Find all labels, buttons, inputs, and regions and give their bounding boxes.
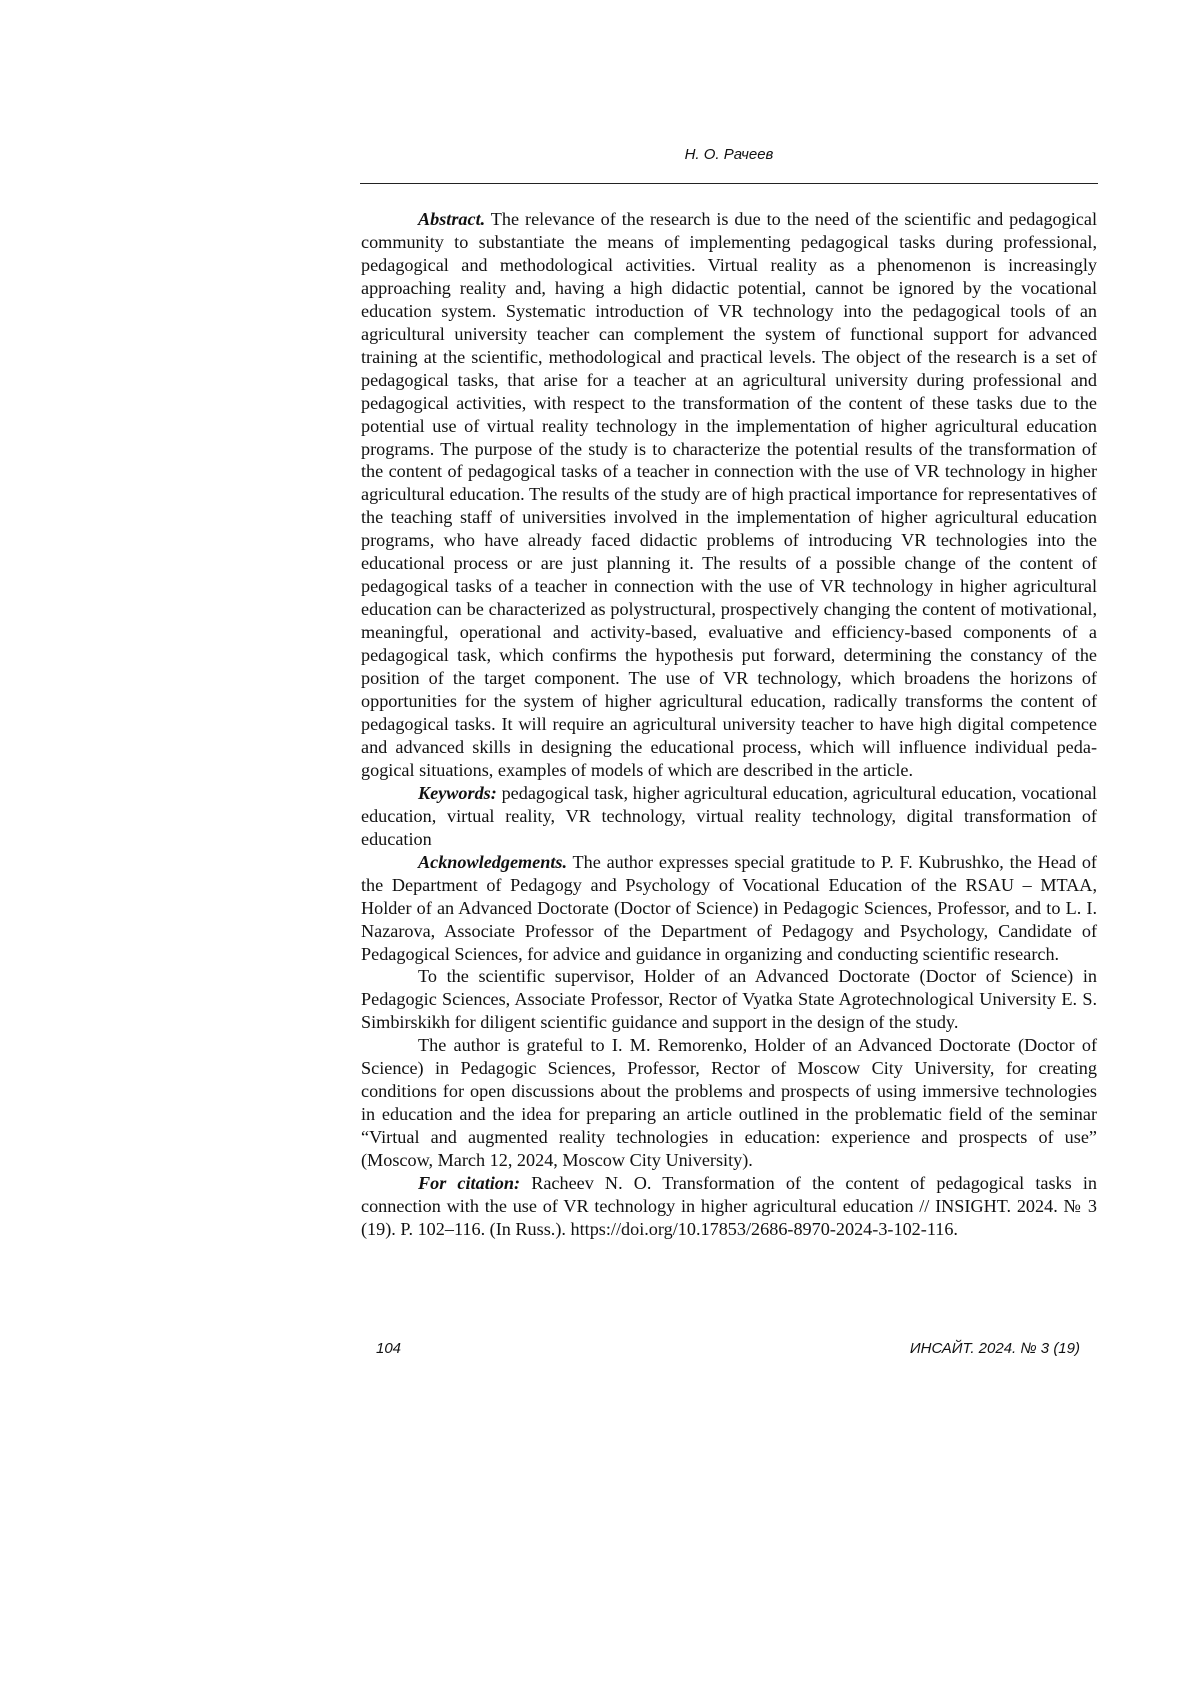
page-number: 104 xyxy=(376,1340,401,1357)
keywords-paragraph xyxy=(361,782,1097,851)
citation-paragraph xyxy=(361,1172,1097,1241)
journal-issue: ИНСАЙТ. 2024. № 3 (19) xyxy=(910,1340,1080,1357)
running-head-author: Н. О. Рачеев xyxy=(360,146,1098,163)
abstract-text: The relevance of the research is due to the need of the scientific and pedagogical community to substantiate the means of implementing pedagogical tasks du­ring professional, pedagogical and methodological activities. Virtual reality as a phenome­non is increasingly approaching reality and, having a high didactic potential, cannot be igno­red by the vocational education system. Systematic introduction of VR technology into the pedagogical tools of an agricultural university teacher can complement the system of functional support for advanced training at the scientific, methodological and practical levels. The object of the research is a set of pedagogical tasks, that arise for a teacher at an agricultural university during professional and pedagogical activities, with respect to the transformation of the content of these tasks due to the potential use of virtual reality tech­nology in the implementation of higher agricultural education programs. The purpose of the study is to characterize the potential results of the transformation of the content of pedagogical tasks of a teacher in connection with the use of VR technology in higher agri­cultural education. The results of the study are of high practical importance for representa­tives of the teaching staff of universities involved in the implementation of higher agricultu­ral education programs, who have already faced didactic problems of introducing VR tech­nologies into the educational process or are just planning it. The results of a possible chan­ge of the content of pedagogical tasks of a teacher in connection with the use of VR tech­nology in higher agricultural education can be characterized as polystructural, prospec­tively changing the content of motivational, meaningful, operational and activity-based, evaluative and efficiency-based components of a pedagogical task, which confirms the hypothesis put forward, determining the constancy of the position of the target compo­nent. The use of VR technology, which broadens the horizons of opportunities for the sys­tem of higher agricultural education, radically transforms the content of pedagogical tasks. It will require an agricultural university teacher to have high digital competence and ad­vanced skills in designing the educational process, which will influence individual peda­gogical situations, examples of models of which are described in the article. xyxy=(361,209,1097,780)
abstract-label: Abstract. xyxy=(418,209,485,229)
acknowledgements-remorenko-paragraph: The author is grateful to I. M. Remorenko, Holder of an Advanced Doctorate (Doc­tor of Science) in Pedagogic Sciences, Professor, Rector of Moscow City University, for creating conditions for open discussions about the problems and prospects of using im­mersive technologies in education and the idea for preparing an article outlined in the problematic field of the seminar “Virtual and augmented reality technologies in education: experience and prospects of use” (Moscow, March 12, 2024, Moscow City University). xyxy=(361,1034,1097,1172)
acknowledgements-label: Acknowledgements. xyxy=(418,852,567,872)
abstract-paragraph xyxy=(361,208,1097,782)
keywords-text: pedagogical task, higher agricultural education, agricultural education, vocational education, virtual reality, VR technology, virtual reality technology, digital transformation of education xyxy=(361,783,1097,849)
keywords-label: Keywords: xyxy=(418,783,497,803)
citation-label: For citation: xyxy=(418,1173,520,1193)
acknowledgements-supervisor-paragraph: To the scientific supervisor, Holder of an Advanced Doctorate (Doctor of Science) in Pedagogic Sciences, Associate Professor, Rector of Vyatka State Agrotechnological Univer­sity E. S. Simbirskikh for diligent scientific guidance and support in the design of the study. xyxy=(361,965,1097,1034)
acknowledgements-paragraph xyxy=(361,851,1097,966)
citation-text: Racheev N. O. Transformation of the content of pedagogical tasks in connection with the use of VR technology in higher agricultural education // INSIGHT. 2024. № 3 (19). P. 102–116. (In Russ.). https://doi.org/10.17853/2686-8970-2024-3-102-116. xyxy=(361,1173,1097,1239)
header-divider xyxy=(360,183,1098,184)
article-body xyxy=(361,208,1097,1241)
acknowledgements-text: The author expresses special gratitude to P. F. Kubrushko, the Head of the Department of Pedagogy and Psychology of Vocational Education of the RSAU – MTAA, Holder of an Advanced Doctorate (Doctor of Science) in Pedagogic Scien­ces, Professor, and to L. I. Nazarova, Associate Professor of the Department of Pedagogy and Psychology, Candidate of Pedagogical Sciences, for advice and guidance in organizing and conducting scientific research. xyxy=(361,852,1097,964)
